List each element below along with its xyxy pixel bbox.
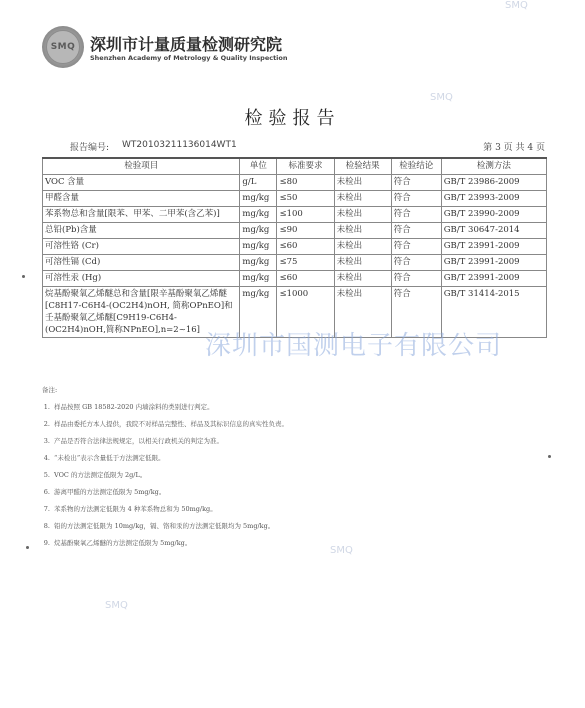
table-row xyxy=(43,239,547,255)
note-item: 5. VOC 的方法测定低限为 2g/L。 xyxy=(52,467,542,484)
page-title: 检验报告 xyxy=(244,108,341,129)
cell-standard: ≤60 xyxy=(277,271,334,287)
cell-standard: ≤100 xyxy=(277,207,334,223)
cell-item: 烷基酚聚氧乙烯醚总和含量[限辛基酚聚氧乙烯醚[C8H17-C6H4-(OC2H4)nOH, 简称OPnEO]和壬基酚聚氧乙烯醚[C9H19-C6H4-(OC2H4)nOH,简称NPnEO],n=2~16] xyxy=(43,287,240,338)
header-conclusion: 检验结论 xyxy=(391,158,441,175)
cell-standard: ≤90 xyxy=(277,223,334,239)
watermark-company: 深圳市国测电子有限公司 xyxy=(205,331,503,361)
watermark-smq: SMQ xyxy=(330,545,353,556)
cell-conclusion: 符合 xyxy=(391,223,441,239)
cell-unit: mg/kg xyxy=(240,255,277,271)
org-logo xyxy=(42,26,84,68)
letterhead xyxy=(42,26,342,70)
scan-speck xyxy=(548,455,551,458)
cell-method: GB/T 23986-2009 xyxy=(441,175,546,191)
notes-section xyxy=(42,382,542,552)
report-info xyxy=(70,140,545,154)
table-row xyxy=(43,191,547,207)
note-item: 6. 游离甲醛的方法测定低限为 5mg/kg。 xyxy=(52,484,542,501)
header-method: 检测方法 xyxy=(441,158,546,175)
note-item: 8. 铅的方法测定低限为 10mg/kg，镉、铬和汞的方法测定低限均为 5mg/kg。 xyxy=(52,518,542,535)
cell-item: 苯系物总和含量[限苯、甲苯、二甲苯(含乙苯)] xyxy=(43,207,240,223)
watermark-smq: SMQ xyxy=(505,0,528,11)
cell-method: GB/T 31414-2015 xyxy=(441,287,546,338)
cell-item: 总铅(Pb)含量 xyxy=(43,223,240,239)
table-header-row xyxy=(43,158,547,175)
cell-result: 未检出 xyxy=(334,287,391,338)
cell-result: 未检出 xyxy=(334,271,391,287)
cell-conclusion: 符合 xyxy=(391,287,441,338)
header-result: 检验结果 xyxy=(334,158,391,175)
note-item: 7. 苯系物的方法测定低限为 4 种苯系物总和为 50mg/kg。 xyxy=(52,501,542,518)
note-item: 2. 样品由委托方本人提供，我院不对样品完整性、样品及其标识信息的真实性负责。 xyxy=(52,416,542,433)
cell-standard: ≤60 xyxy=(277,239,334,255)
cell-standard: ≤1000 xyxy=(277,287,334,338)
cell-method: GB/T 23991-2009 xyxy=(441,239,546,255)
cell-method: GB/T 23993-2009 xyxy=(441,191,546,207)
cell-unit: mg/kg xyxy=(240,223,277,239)
notes-title: 备注: xyxy=(42,386,58,394)
cell-item: 可溶性汞 (Hg) xyxy=(43,271,240,287)
page-number: 第 3 页 共 4 页 xyxy=(483,143,545,153)
note-item: 4. “未检出”表示含量低于方法测定低限。 xyxy=(52,450,542,467)
cell-standard: ≤75 xyxy=(277,255,334,271)
cell-result: 未检出 xyxy=(334,175,391,191)
cell-method: GB/T 23991-2009 xyxy=(441,255,546,271)
notes-list xyxy=(42,399,542,552)
cell-unit: mg/kg xyxy=(240,271,277,287)
table-row xyxy=(43,255,547,271)
cell-unit: mg/kg xyxy=(240,239,277,255)
cell-item: VOC 含量 xyxy=(43,175,240,191)
table-row xyxy=(43,207,547,223)
cell-result: 未检出 xyxy=(334,223,391,239)
cell-unit: g/L xyxy=(240,175,277,191)
cell-result: 未检出 xyxy=(334,191,391,207)
result-table xyxy=(42,157,547,338)
cell-method: GB/T 23990-2009 xyxy=(441,207,546,223)
cell-conclusion: 符合 xyxy=(391,191,441,207)
header-unit: 单位 xyxy=(240,158,277,175)
cell-item: 可溶性铬 (Cr) xyxy=(43,239,240,255)
cell-conclusion: 符合 xyxy=(391,207,441,223)
note-item: 1. 样品按照 GB 18582-2020 内墙涂料的类别进行判定。 xyxy=(52,399,542,416)
cell-item: 可溶性镉 (Cd) xyxy=(43,255,240,271)
report-number-label: 报告编号: xyxy=(70,143,110,153)
cell-conclusion: 符合 xyxy=(391,271,441,287)
table-row xyxy=(43,271,547,287)
cell-conclusion: 符合 xyxy=(391,239,441,255)
table-row xyxy=(43,175,547,191)
cell-conclusion: 符合 xyxy=(391,255,441,271)
note-item: 3. 产品是否符合法律法规规定，以相关行政机关的判定为准。 xyxy=(52,433,542,450)
cell-standard: ≤50 xyxy=(277,191,334,207)
report-number: WT20103211136014WT1 xyxy=(122,140,237,150)
cell-result: 未检出 xyxy=(334,255,391,271)
cell-result: 未检出 xyxy=(334,207,391,223)
logo-text: SMQ xyxy=(46,30,80,64)
scan-speck xyxy=(26,546,29,549)
table-row xyxy=(43,223,547,239)
header-standard: 标准要求 xyxy=(277,158,334,175)
cell-result: 未检出 xyxy=(334,239,391,255)
org-name-en: Shenzhen Academy of Metrology & Quality Inspection xyxy=(90,54,288,62)
scan-speck xyxy=(22,275,25,278)
cell-item: 甲醛含量 xyxy=(43,191,240,207)
cell-method: GB/T 30647-2014 xyxy=(441,223,546,239)
note-item: 9. 烷基酚聚氧乙烯醚的方法测定低限为 5mg/kg。 xyxy=(52,535,542,552)
watermark-smq: SMQ xyxy=(430,92,453,103)
cell-unit: mg/kg xyxy=(240,287,277,338)
org-name-cn: 深圳市计量质量检测研究院 xyxy=(90,35,283,54)
cell-unit: mg/kg xyxy=(240,207,277,223)
cell-method: GB/T 23991-2009 xyxy=(441,271,546,287)
cell-standard: ≤80 xyxy=(277,175,334,191)
watermark-smq: SMQ xyxy=(105,600,128,611)
header-item: 检验项目 xyxy=(43,158,240,175)
cell-conclusion: 符合 xyxy=(391,175,441,191)
cell-unit: mg/kg xyxy=(240,191,277,207)
